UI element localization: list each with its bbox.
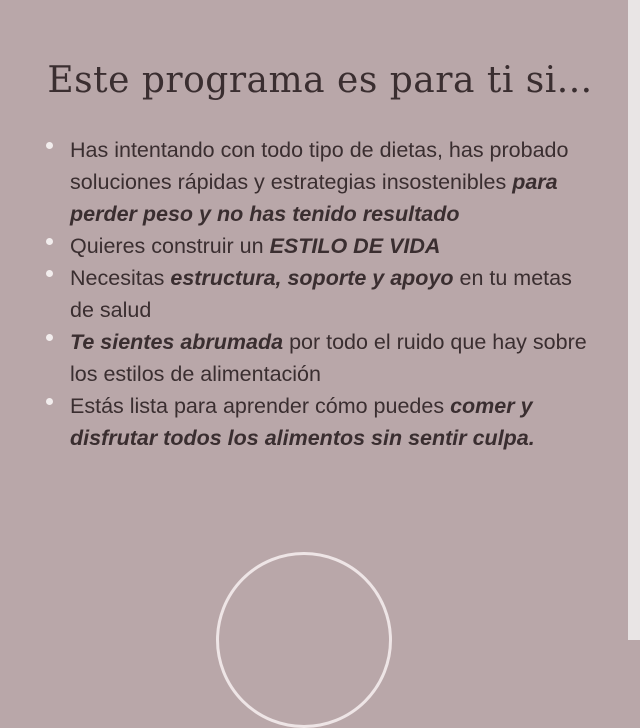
item-emphasis: ESTILO DE VIDA [269,234,441,258]
criteria-list [46,134,594,454]
bullet-dot-icon [46,238,53,245]
page-title: Este programa es para ti si... [47,60,593,101]
item-text: por todo el ruido que hay sobre los estilos de alimentación [70,330,587,386]
list-item [46,326,594,390]
bullet-dot-icon [46,270,53,277]
list-item [46,262,594,326]
bullet-dot-icon [46,142,53,149]
item-emphasis: estructura, soporte y apoyo [170,266,454,290]
decorative-circle [216,552,392,728]
item-emphasis: para perder peso y no has tenido resultado [70,170,558,226]
item-emphasis: comer y disfrutar todos los alimentos sin sentir culpa. [70,394,535,450]
item-text: Has intentando con todo tipo de dietas, has probado soluciones rápidas y estrategias insostenibles [70,138,569,194]
item-text: Quieres construir un [70,234,270,258]
item-text: en tu metas de salud [70,266,572,322]
item-text: Estás lista para aprender cómo puedes [70,394,451,418]
list-item [46,390,594,454]
item-text: Necesitas [70,266,171,290]
list-item [46,134,594,230]
item-emphasis: Te sientes abrumada [70,330,284,354]
bullet-dot-icon [46,334,53,341]
list-item [46,230,594,262]
bullet-dot-icon [46,398,53,405]
